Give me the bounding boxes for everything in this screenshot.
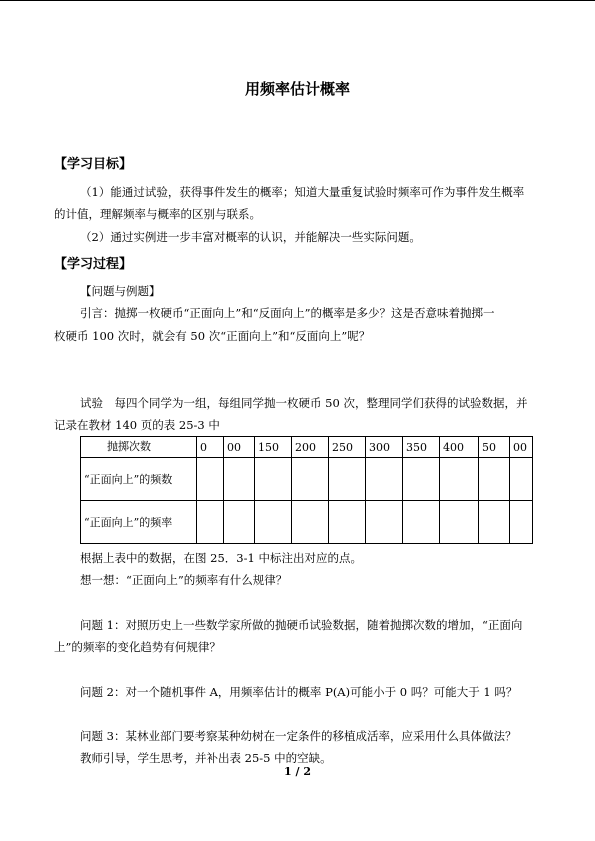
table-cell <box>440 501 479 544</box>
table-cell <box>510 458 533 501</box>
page-title: 用频率估计概率 <box>244 80 350 98</box>
page-top-rule <box>0 0 595 1</box>
column-header: 400 <box>440 437 479 458</box>
table-cell <box>197 501 224 544</box>
intro-line-1: 引言：抛掷一枚硬币“正面向上”和“反面向上”的概率是多少？这是否意味着抛掷一 <box>80 306 495 320</box>
table-cell <box>292 501 329 544</box>
page-number: 1 / 2 <box>284 765 311 778</box>
goal-item-1-line-2: 的计值，理解频率与概率的区别与联系。 <box>54 207 261 221</box>
frequency-count-row <box>81 458 533 501</box>
table-cell <box>440 458 479 501</box>
header-label-cell: 抛掷次数 <box>81 437 197 458</box>
throw-data-table <box>80 436 533 544</box>
table-cell <box>255 458 292 501</box>
column-header: 250 <box>329 437 366 458</box>
question-3-followup: 教师引导，学生思考，并补出表 25-5 中的空缺。 <box>80 751 332 765</box>
row-label-rate: “正面向上”的频率 <box>81 501 197 544</box>
table-cell <box>366 501 403 544</box>
column-header: 50 <box>479 437 510 458</box>
table-cell <box>224 458 255 501</box>
experiment-line-1: 试验 每四个同学为一组，每组同学抛一枚硬币 50 次，整理同学们获得的试验数据，并 <box>80 396 528 410</box>
goal-item-1-line-1: （1）能通过试验，获得事件发生的概率；知道大量重复试验时频率可作为事件发生概率 <box>80 185 525 199</box>
intro-line-2: 枚硬币 100 次时，就会有 50 次“正面向上”和“反面向上”呢？ <box>54 329 371 343</box>
process-heading: 【学习过程】 <box>54 257 133 272</box>
column-header: 0 <box>197 437 224 458</box>
column-header: 350 <box>403 437 440 458</box>
column-header: 00 <box>224 437 255 458</box>
table-cell <box>329 501 366 544</box>
column-header: 300 <box>366 437 403 458</box>
question-1-line-2: 上”的频率的变化趋势有何规律？ <box>54 640 221 654</box>
problems-subheading: 【问题与例题】 <box>80 284 161 298</box>
table-header-row <box>81 437 533 458</box>
question-2: 问题 2：对一个随机事件 A，用频率估计的概率 P(A)可能小于 0 吗？可能大于 1 吗？ <box>80 685 518 699</box>
goal-item-2: （2）通过实例进一步丰富对概率的认识，并能解决一些实际问题。 <box>80 230 421 244</box>
column-header: 200 <box>292 437 329 458</box>
after-table-line-2: 想一想：“正面向上”的频率有什么规律？ <box>80 573 288 587</box>
row-label-count: “正面向上”的频数 <box>81 458 197 501</box>
goals-heading: 【学习目标】 <box>54 157 133 172</box>
after-table-line-1: 根据上表中的数据，在图 25．3-1 中标注出对应的点。 <box>80 551 362 565</box>
table-cell <box>479 501 510 544</box>
column-header: 00 <box>510 437 533 458</box>
table-cell <box>292 458 329 501</box>
frequency-rate-row <box>81 501 533 544</box>
table-cell <box>479 458 510 501</box>
table-cell <box>403 501 440 544</box>
question-3: 问题 3：某林业部门要考察某种幼树在一定条件的移植成活率，应采用什么具体做法？ <box>80 729 517 743</box>
table-cell <box>510 501 533 544</box>
table-cell <box>197 458 224 501</box>
table-cell <box>366 458 403 501</box>
table-cell <box>255 501 292 544</box>
table-cell <box>329 458 366 501</box>
experiment-line-2: 记录在教材 140 页的表 25-3 中 <box>54 418 220 432</box>
table-cell <box>403 458 440 501</box>
column-header: 150 <box>255 437 292 458</box>
table-cell <box>224 501 255 544</box>
question-1-line-1: 问题 1：对照历史上一些数学家所做的抛硬币试验数据，随着抛掷次数的增加，“正面向 <box>80 618 523 632</box>
